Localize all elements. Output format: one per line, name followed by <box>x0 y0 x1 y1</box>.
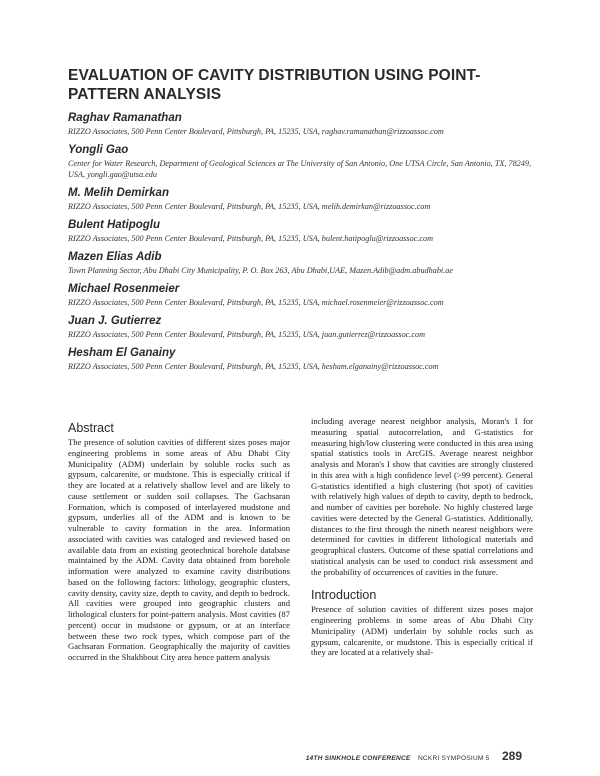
author-name: Hesham El Ganainy <box>68 347 176 359</box>
author-block <box>68 345 548 372</box>
author-name: Mazen Elias Adib <box>68 251 162 263</box>
author-affiliation: RIZZO Associates, 500 Penn Center Boulevard, Pittsburgh, PA, 15235, USA, hesham.elganainy@rizzoassoc.com <box>68 362 439 371</box>
author-list <box>68 110 548 377</box>
author-block <box>68 249 548 276</box>
conference-name: 14TH SINKHOLE CONFERENCE <box>305 755 411 762</box>
author-name: Michael Rosenmeier <box>68 283 180 295</box>
author-block <box>68 110 548 137</box>
author-block <box>68 313 548 340</box>
page-footer <box>306 747 522 765</box>
author-name: Yongli Gao <box>68 144 129 156</box>
author-block <box>68 217 548 244</box>
author-affiliation: RIZZO Associates, 500 Penn Center Boulevard, Pittsburgh, PA, 15235, USA, melih.demirkan@rizzoassoc.com <box>68 202 431 211</box>
author-block <box>68 281 548 308</box>
abstract-heading: Abstract <box>68 421 114 435</box>
author-block <box>68 142 548 180</box>
author-name: M. Melih Demirkan <box>68 187 169 199</box>
author-affiliation: Town Planning Sector, Abu Dhabi City Municipality, P. O. Box 263, Abu Dhabi,UAE, Mazen.Adib@adm.abudhabi.ae <box>68 266 453 275</box>
author-name: Bulent Hatipoglu <box>68 219 160 231</box>
author-name: Juan J. Gutierrez <box>68 315 162 327</box>
page-number: 289 <box>501 749 522 763</box>
author-affiliation: RIZZO Associates, 500 Penn Center Boulevard, Pittsburgh, PA, 15235, USA, michael.rosenmeier@rizzoassoc.com <box>68 298 444 307</box>
author-block <box>68 185 548 212</box>
author-name: Raghav Ramanathan <box>68 112 182 124</box>
introduction-heading: Introduction <box>311 588 377 603</box>
abstract-text-right: including average nearest neighbor analysis, Moran's I for measuring spatial autocorrelation, and G-statistics for measuring high/low clustering were conducted in this area using spatial statistics tools in ArcGIS. Average nearest neighbor analysis and Moran's I show that cavities are strongly clustered in this area with a high confidence level (>99 percent). General G-statistics identified a high clustering (hot spot) of cavities with relatively high values of depth to cavity, depth to bedrock, and number of cavities per borehole. No highly clustered large cavities were detected by the General G-statistics. Additionally, distances to the first through the nineth nearest neighbors were determined for cavities in different lithological materials and geographical clusters. Outcome of these spatial correlations and statistical analysis can be used to conduct risk assessment and the probability of occurrences of cavities in the future. <box>311 416 533 577</box>
author-affiliation: Center for Water Research, Department of Geological Sciences at The University of San Antonio, One UTSA Circle, San Antonio, TX, 78249, USA, yongli.gao@utsa.edu <box>68 159 531 179</box>
author-affiliation: RIZZO Associates, 500 Penn Center Boulevard, Pittsburgh, PA, 15235, USA, juan.gutierrez@rizzoassoc.com <box>68 330 425 339</box>
author-affiliation: RIZZO Associates, 500 Penn Center Boulevard, Pittsburgh, PA, 15235, USA, bulent.hatipoglu@rizzoassoc.com <box>68 234 434 243</box>
author-affiliation: RIZZO Associates, 500 Penn Center Boulevard, Pittsburgh, PA, 15235, USA, raghav.ramanathan@rizzoassoc.com <box>68 127 444 136</box>
introduction-text: Presence of solution cavities of different sizes poses major engineering problems in some areas of Abu Dhabi City Municipality (ADM) underlain by soluble rocks such as gypsum, calcarenite, or mudstone. This is especially critical if they are located at a relatively shal- <box>311 604 533 658</box>
paper-title: EVALUATION OF CAVITY DISTRIBUTION USING POINT-PATTERN ANALYSIS <box>68 67 481 103</box>
right-column <box>311 416 533 658</box>
abstract-text-left: The presence of solution cavities of different sizes poses major engineering problems in some areas of Abu Dhabi City Municipality (ADM) underlain by soluble rocks such as gypsum, calcarenite, or mudstone. This is especially critical if they are located at a relatively shallow level and are likely to cause settlement or sudden soil collapses. The Gachsaran Formation, which is composed of interlayered mudstone and gypsum, underlies all of the ADM and is known to be vulnerable to cavity formation in the area. Information associated with cavities was cataloged and reviewed based on available data from an existing geotechnical borehole database maintained by the ADM. Cavity data obtained from borehole information were analyzed to examine cavity distributions based on the following factors: lithology, geographic clusters, cavity density, cavity size, depth to cavity, and depth to bedrock. All cavities were grouped into geographic clusters and lithological clusters for point-pattern analysis. Most cavities (87 percent) occur in mudstone or gypsum, or at an interface between these two rock types, which compose part of the Gachsaran Formation. Geographically the majority of cavities occurred in the Shakhbout City area hence pattern analysis <box>68 437 290 662</box>
symposium-name: NCKRI SYMPOSIUM 5 <box>417 755 490 762</box>
left-column <box>68 420 290 663</box>
